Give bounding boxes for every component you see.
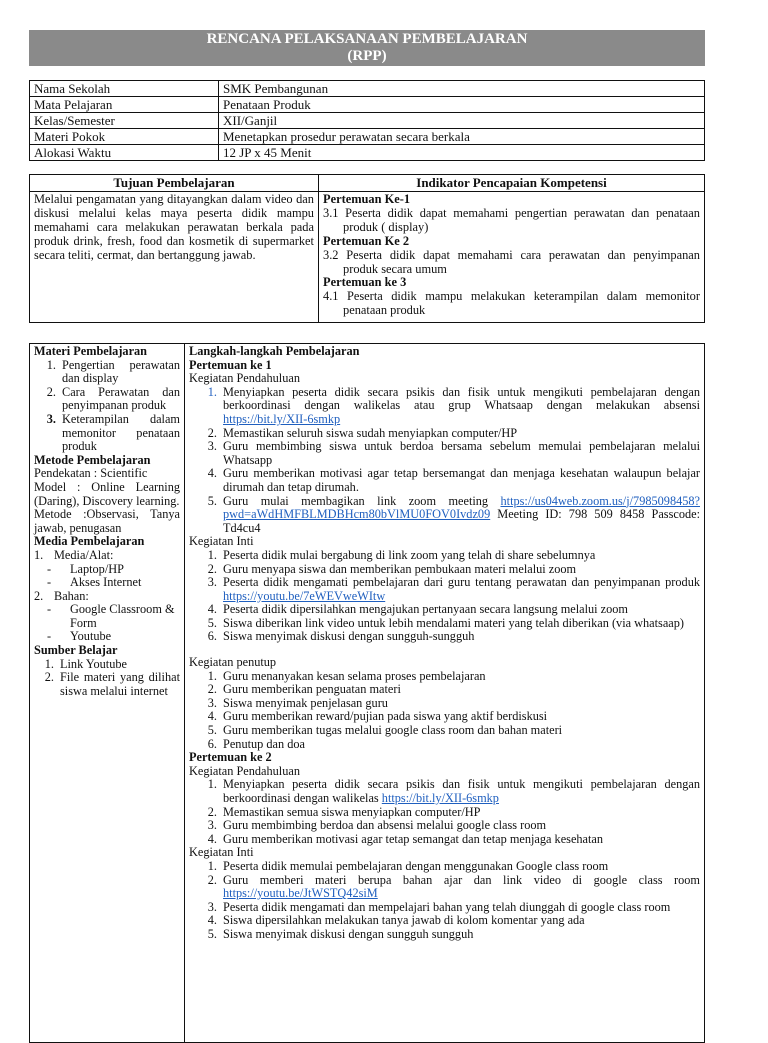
url-link[interactable]: https://bit.ly/XII-6smkp	[381, 791, 499, 805]
media-alat: 1. Media/Alat:	[34, 547, 114, 562]
step-item: 6. Penutup dan doa	[207, 736, 305, 751]
opening-label-2: Kegiatan Pendahuluan	[189, 763, 300, 778]
media-alat-item: - Laptop/HP	[46, 561, 124, 576]
identity-row	[30, 97, 705, 113]
step-item: 2. Guru menyapa siswa dan memberikan pembukaan materi melalui zoom	[207, 561, 577, 576]
identity-key: Mata Pelajaran	[30, 97, 219, 113]
goals-header-right: Indikator Pencapaian Kompetensi	[319, 175, 705, 192]
identity-value: 12 JP x 45 Menit	[219, 145, 705, 161]
meeting-3-label: Pertemuan ke 3	[323, 275, 407, 290]
identity-value: Menetapkan prosedur perawatan secara berkala	[219, 129, 705, 145]
step-item: 1. Menyiapkan peserta didik secara psikis dan fisik untuk mengikuti pembelajaran dengan berkoordinasi dengan walikelas https://bit.ly/XII-6smkp	[207, 777, 700, 805]
step-item: 1. Peserta didik mulai bergabung di link zoom yang telah di share sebelumnya	[207, 547, 596, 562]
title-line-2: (RPP)	[347, 48, 387, 64]
title-line-1: RENCANA PELAKSANAAN PEMBELAJARAN	[206, 31, 528, 47]
step-item: 3. Siswa menyimak penjelasan guru	[207, 695, 388, 710]
step-item: 5. Siswa menyimak diskusi dengan sungguh sungguh	[207, 926, 474, 941]
step-item: 3. Peserta didik mengamati dan mempelajari bahan yang telah diunggah di google class room	[207, 899, 671, 914]
media-bahan-item: - Youtube	[46, 629, 112, 644]
meeting-2-label: Pertemuan Ke 2	[323, 233, 410, 248]
document-title	[29, 30, 705, 66]
url-link[interactable]: https://youtu.be/7eWEVweWItw	[223, 588, 386, 603]
identity-key: Kelas/Semester	[30, 113, 219, 129]
closing-label: Kegiatan penutup	[189, 655, 277, 670]
step-item: 6. Siswa menyimak diskusi dengan sungguh-sungguh	[207, 629, 475, 644]
identity-key: Materi Pokok	[30, 129, 219, 145]
identity-row	[30, 113, 705, 129]
media-alat-list	[34, 563, 180, 590]
step-item: 5. Guru mulai membagikan link zoom meeting https://us04web.zoom.us/j/7985098458?pwd=aWdHMFBLMDBHcm80bVlMU0FOV0Ivdz09 Meeting ID: 798 509 8458 Passcode: Td4cu4	[207, 493, 700, 535]
steps-heading: Langkah-langkah Pembelajaran	[189, 344, 360, 358]
media-alat-item: - Akses Internet	[46, 575, 142, 590]
media-bahan-item: - Google Classroom & Form	[46, 602, 175, 630]
step-item: 4. Peserta didik dipersilahkan mengajukan pertanyaan secara langsung melalui zoom	[207, 602, 628, 617]
identity-value: SMK Pembangunan	[219, 81, 705, 97]
core-label-2: Kegiatan Inti	[189, 845, 254, 860]
sumber-list	[34, 658, 180, 699]
media-bahan: 2. Bahan:	[34, 588, 89, 603]
sumber-item: 2. File materi yang dilihat siswa melalui internet	[44, 670, 180, 698]
step-item: 3. Guru membimbing berdoa dan absensi melalui google class room	[207, 818, 547, 833]
step-item: 1. Peserta didik memulai pembelajaran dengan menggunakan Google class room	[207, 858, 609, 873]
goals-header-left: Tujuan Pembelajaran	[30, 175, 319, 192]
competency-indicators	[319, 192, 705, 323]
meeting-1-label: Pertemuan Ke-1	[323, 192, 411, 206]
step-item: 4. Guru memberikan reward/pujian pada siswa yang aktif berdiskusi	[207, 709, 548, 724]
meeting-2-core-list	[189, 860, 700, 942]
learning-objective: Melalui pengamatan yang ditayangkan dalam video dan diskusi melalui kelas maya peserta didik mampu memahami cara melakukan perawatan berkala pada produk drink, fresh, food dan kosmetik di supermarket secara teliti, cermat, dan bertanggung jawab.	[30, 192, 319, 323]
step-item: 2. Memastikan semua siswa menyiapkan computer/HP	[207, 804, 481, 819]
url-link[interactable]: https://us04web.zoom.us/j/7985098458?pwd=aWdHMFBLMDBHcm80bVlMU0FOV0Ivdz09	[223, 493, 700, 522]
pendekatan: Pendekatan : Scientific	[34, 466, 148, 481]
materi-heading: Materi Pembelajaran	[34, 344, 148, 358]
indicator-3-2: 3.2 Peserta didik dapat memahami cara perawatan dan penyimpanan produk secara umum	[323, 247, 700, 276]
step-item: 2. Guru memberikan penguatan materi	[207, 682, 401, 697]
identity-value: Penataan Produk	[219, 97, 705, 113]
step-item: 2. Guru memberi materi berupa bahan ajar dan link video di google class room https://youtu.be/JtWSTQ42siM	[207, 872, 700, 901]
meeting-2-opening-list	[189, 778, 700, 846]
identity-row	[30, 145, 705, 161]
step-item: 1. Guru menanyakan kesan selama proses pembelajaran	[207, 668, 486, 683]
identity-key: Alokasi Waktu	[30, 145, 219, 161]
left-column	[30, 344, 185, 1043]
goals-table	[29, 174, 705, 323]
learning-steps-table	[29, 343, 705, 1043]
identity-key: Nama Sekolah	[30, 81, 219, 97]
identity-row	[30, 129, 705, 145]
meeting-1-closing-list	[189, 670, 700, 752]
step-item: 1. Menyiapkan peserta didik secara psikis dan fisik untuk mengikuti pembelajaran dengan berkoordinasi dengan walikelas atau grup Whatsaap dengan melakukan absensi https://bit.ly/XII-6smkp	[207, 384, 700, 426]
step-item: 3. Peserta didik mengamati pembelajaran dari guru tentang perawatan dan penyimpanan produk https://youtu.be/7eWEVweWItw	[207, 575, 700, 603]
core-label: Kegiatan Inti	[189, 534, 254, 549]
metode: Metode :Observasi, Tanya jawab, penugasan	[34, 507, 180, 535]
step-item: 4. Guru memberikan motivasi agar tetap semangat dan tetap menjaga kesehatan	[207, 831, 604, 846]
metode-heading: Metode Pembelajaran	[34, 452, 151, 467]
media-bahan-list	[34, 603, 180, 644]
meeting-1-heading: Pertemuan ke 1	[189, 357, 272, 372]
materi-item: 1. Pengertian perawatan dan display	[46, 357, 180, 386]
meeting-1-core-list	[189, 549, 700, 644]
indicator-3-1: 3.1 Peserta didik dapat memahami pengertian perawatan dan penataan produk ( display)	[323, 205, 700, 234]
model: Model : Online Learning (Daring), Discovery learning.	[34, 479, 180, 508]
sumber-heading: Sumber Belajar	[34, 643, 118, 658]
opening-label: Kegiatan Pendahuluan	[189, 371, 300, 386]
materi-list	[34, 359, 180, 454]
identity-row	[30, 81, 705, 97]
step-item: 4. Siswa dipersilahkan melakukan tanya jawab di kolom komentar yang ada	[207, 913, 585, 928]
materi-item: 3. Keterampilan dalam memonitor penataan produk	[46, 411, 180, 454]
step-item: 5. Siswa diberikan link video untuk lebih mendalami materi yang telah diberikan (via whatsaap)	[207, 615, 685, 630]
meeting-1-opening-list	[189, 386, 700, 536]
identity-table	[29, 80, 705, 161]
meeting-2-heading: Pertemuan ke 2	[189, 750, 272, 765]
step-item: 2. Memastikan seluruh siswa sudah menyiapkan computer/HP	[207, 425, 518, 440]
step-item: 3. Guru membimbing siswa untuk berdoa bersama sebelum memulai pembelajaran melalui Whatsapp	[207, 439, 700, 467]
url-link[interactable]: https://bit.ly/XII-6smkp	[223, 411, 341, 426]
materi-item: 2. Cara Perawatan dan penyimpanan produk	[46, 384, 180, 413]
step-item: 4. Guru memberikan motivasi agar tetap bersemangat dan menjaga kesehatan walaupun belajar dirumah dan tetap dirumah.	[207, 466, 700, 494]
right-column	[185, 344, 705, 1043]
media-heading: Media Pembelajaran	[34, 534, 145, 549]
indicator-4-1: 4.1 Peserta didik mampu melakukan keterampilan dalam memonitor penataan produk	[323, 289, 700, 318]
step-item: 5. Guru memberikan tugas melalui google class room dan bahan materi	[207, 723, 563, 738]
sumber-item: 1. Link Youtube	[44, 656, 127, 671]
identity-value: XII/Ganjil	[219, 113, 705, 129]
url-link[interactable]: https://youtu.be/JtWSTQ42siM	[223, 886, 378, 901]
